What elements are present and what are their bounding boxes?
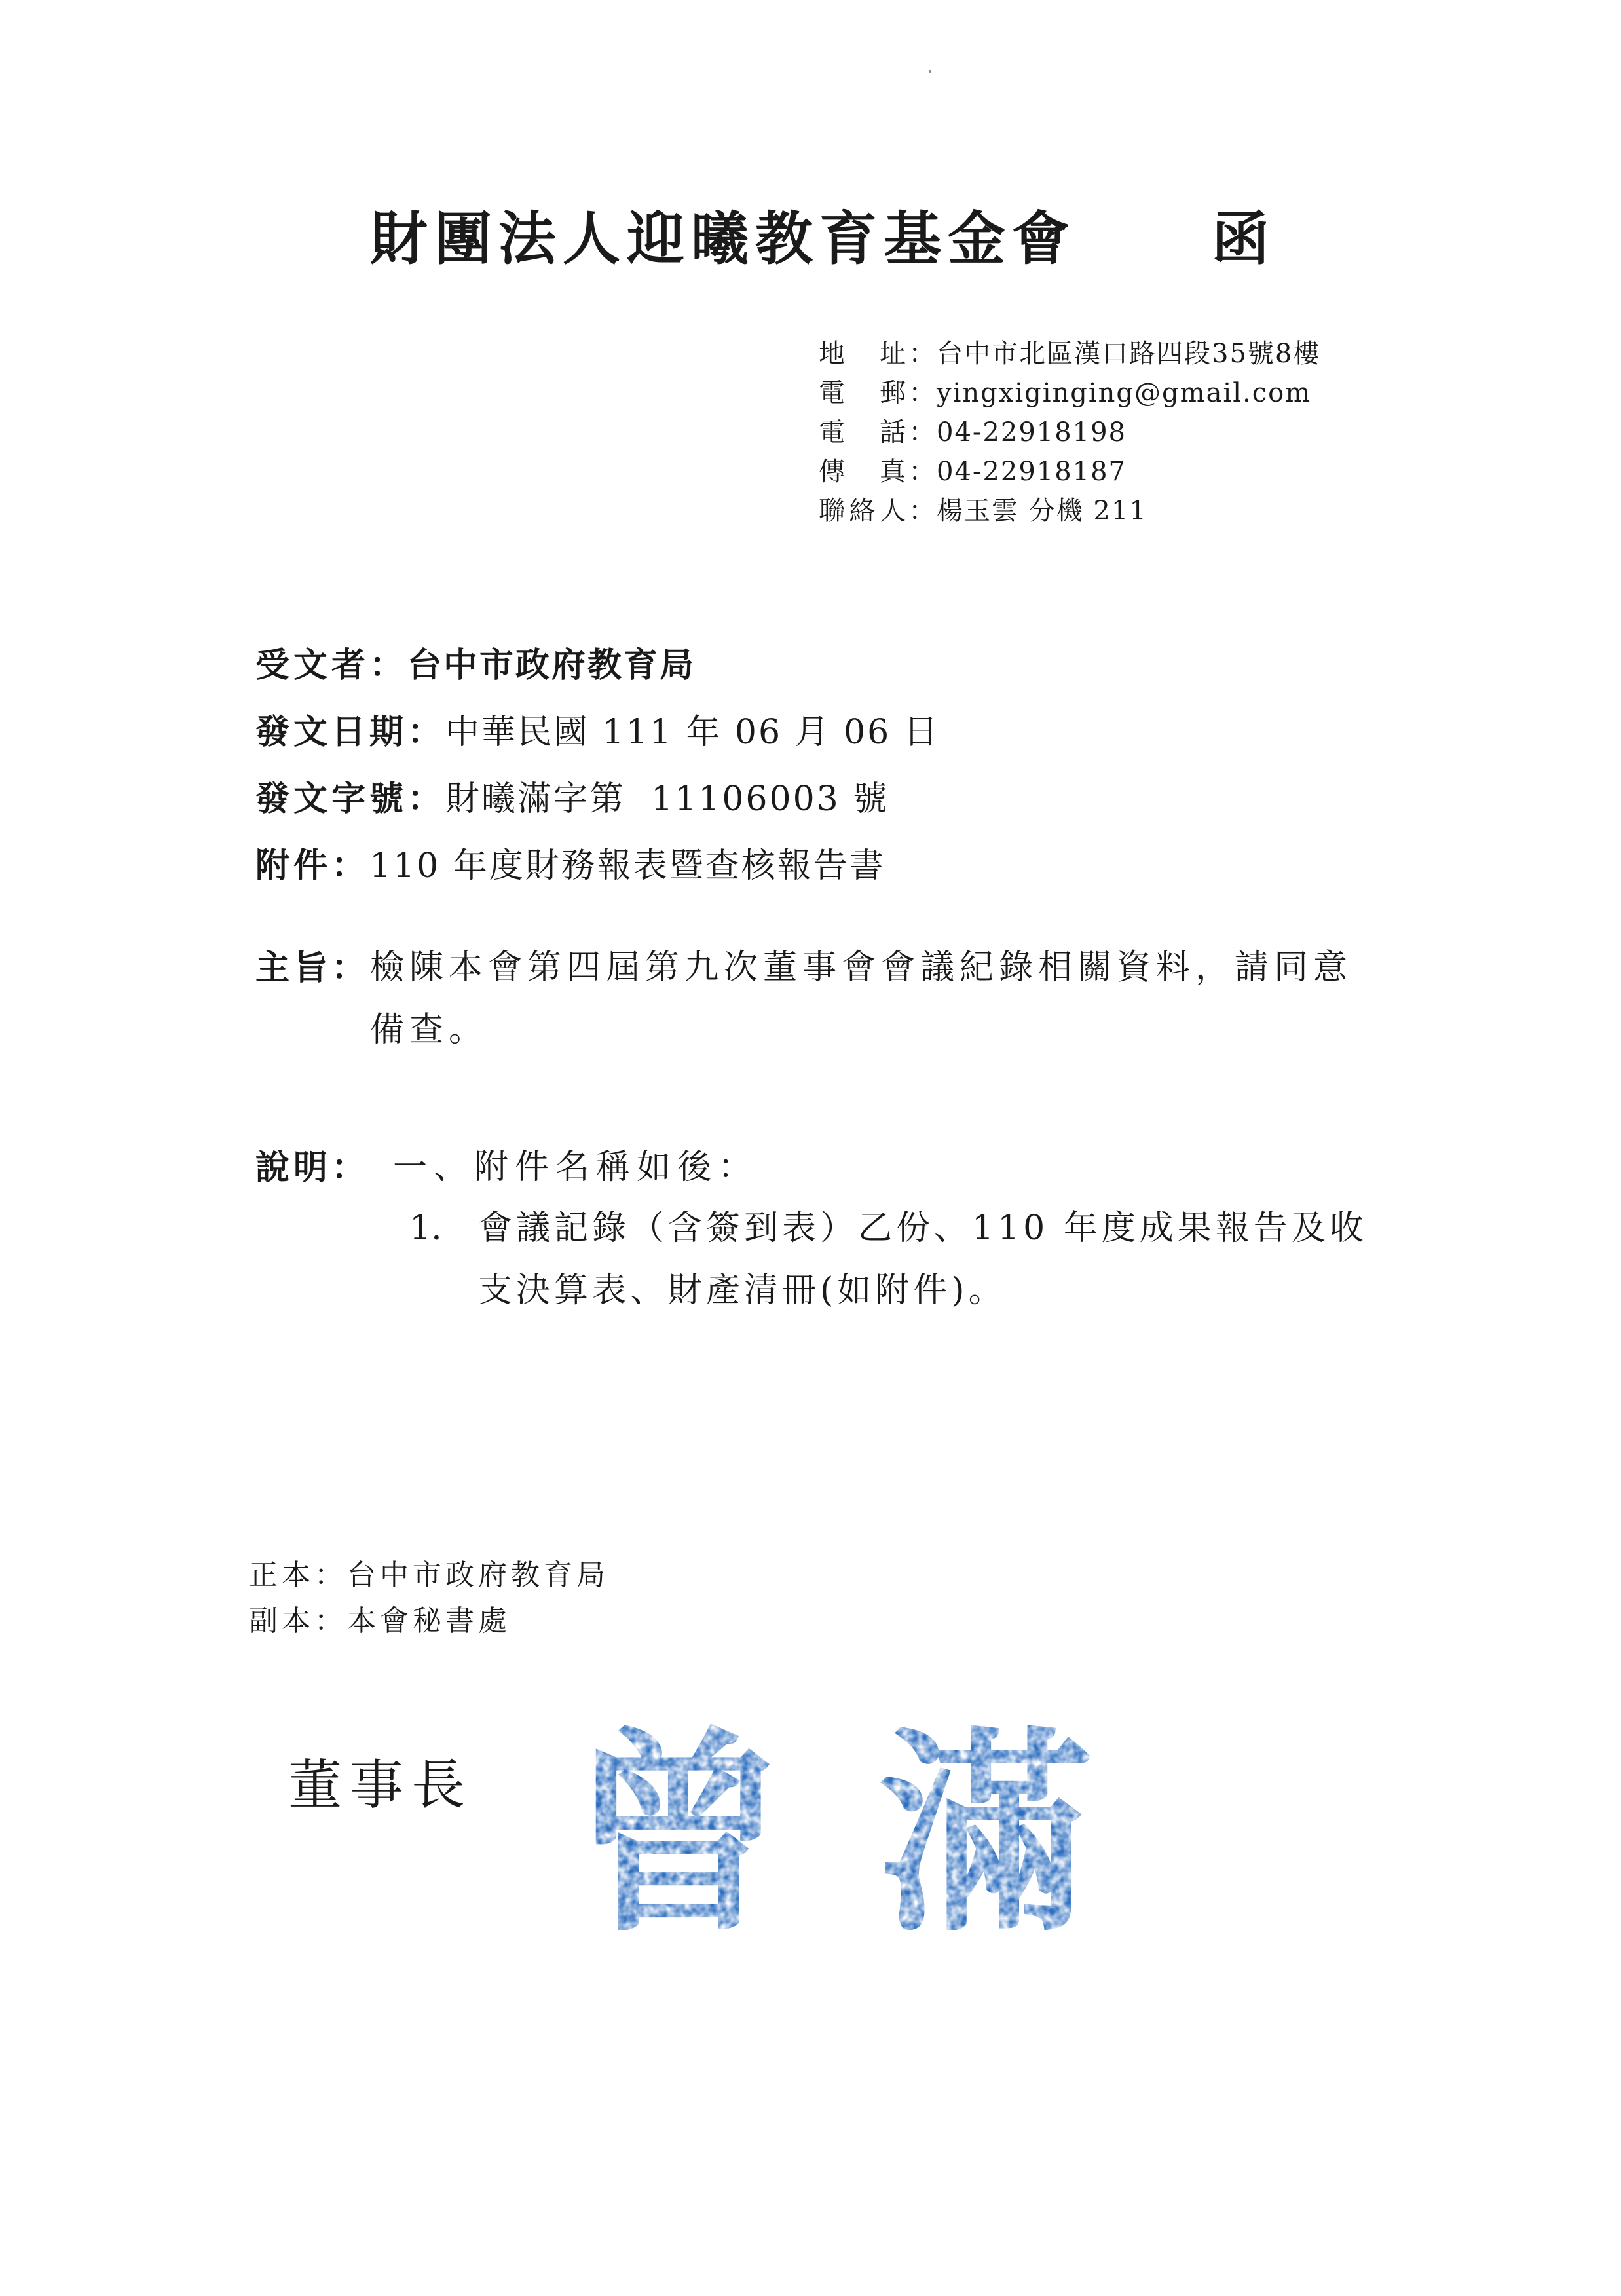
contact-phone: 電 話 ： 04-22918198 — [819, 413, 1320, 452]
number-row — [255, 766, 940, 833]
duplicate-copy: 副本：本會秘書處 — [249, 1604, 511, 1638]
contact-address: 地 址 ： 台中市北區漢口路四段35號8樓 — [819, 334, 1320, 373]
contact-value: 楊玉雲 分機 211 — [937, 496, 1147, 526]
number-label: 發文字號： — [255, 779, 446, 819]
contact-value: yingxiginging@gmail.com — [937, 378, 1312, 408]
recipient-row — [255, 632, 940, 699]
attachment-label: 附件： — [255, 846, 370, 886]
recipient-value: 台中市政府教育局 — [407, 645, 696, 685]
recipient-label: 受文者： — [255, 645, 408, 685]
signer-title: 董事長 — [288, 1754, 474, 1816]
date-label: 發文日期： — [255, 712, 446, 752]
explanation-item-number: 1. — [409, 1209, 442, 1248]
contact-fax: 傳 真 ： 04-22918187 — [819, 452, 1320, 491]
document-type: 函 — [1212, 204, 1270, 273]
seal-stamp-char: 滿 — [878, 1707, 1094, 1961]
seal-stamp-char: 曾 — [570, 1707, 786, 1961]
contact-value: 04-22918187 — [937, 457, 1127, 487]
contact-label: 電 郵 — [819, 378, 907, 408]
contact-value: 台中市北區漢口路四段35號8樓 — [937, 339, 1321, 369]
explanation-item-text: 會議記錄（含簽到表）乙份、110 年度成果報告及收支決算表、財產清冊(如附件)。 — [478, 1209, 1368, 1310]
contact-label: 傳 真 — [819, 457, 907, 487]
contact-label: 聯絡人 — [819, 496, 907, 526]
subject-text: 檢陳本會第四屆第九次董事會會議紀錄相關資料，請同意備查。 — [370, 948, 1353, 1049]
date-row — [255, 699, 940, 766]
original-copy: 正本：台中市政府教育局 — [249, 1558, 609, 1592]
subject-block — [255, 937, 1382, 1061]
contact-value: 04-22918198 — [937, 417, 1127, 447]
contact-label: 電 話 — [819, 417, 907, 447]
scan-dot — [929, 70, 931, 73]
contact-block — [819, 334, 1320, 531]
attachment-row — [255, 833, 940, 899]
attachment-value: 110 年度財務報表暨查核報告書 — [369, 846, 885, 886]
document-meta — [255, 632, 940, 899]
copies-block — [249, 1553, 609, 1644]
organization-title: 財團法人迎曦教育基金會 — [370, 204, 1077, 273]
explanation-label: 說明： — [255, 1148, 370, 1188]
subject-label: 主旨： — [255, 948, 370, 988]
contact-email: 電 郵 ： yingxiginging@gmail.com — [819, 373, 1320, 413]
date-value: 中華民國 111 年 06 月 06 日 — [445, 713, 940, 752]
contact-person: 聯絡人 ： 楊玉雲 分機 211 — [819, 491, 1320, 531]
number-value: 財曦滿字第 11106003 號 — [445, 780, 889, 819]
contact-label: 地 址 — [819, 339, 907, 369]
explanation-item — [409, 1197, 1385, 1322]
explanation-heading: 一、附件名稱如後： — [393, 1148, 759, 1187]
